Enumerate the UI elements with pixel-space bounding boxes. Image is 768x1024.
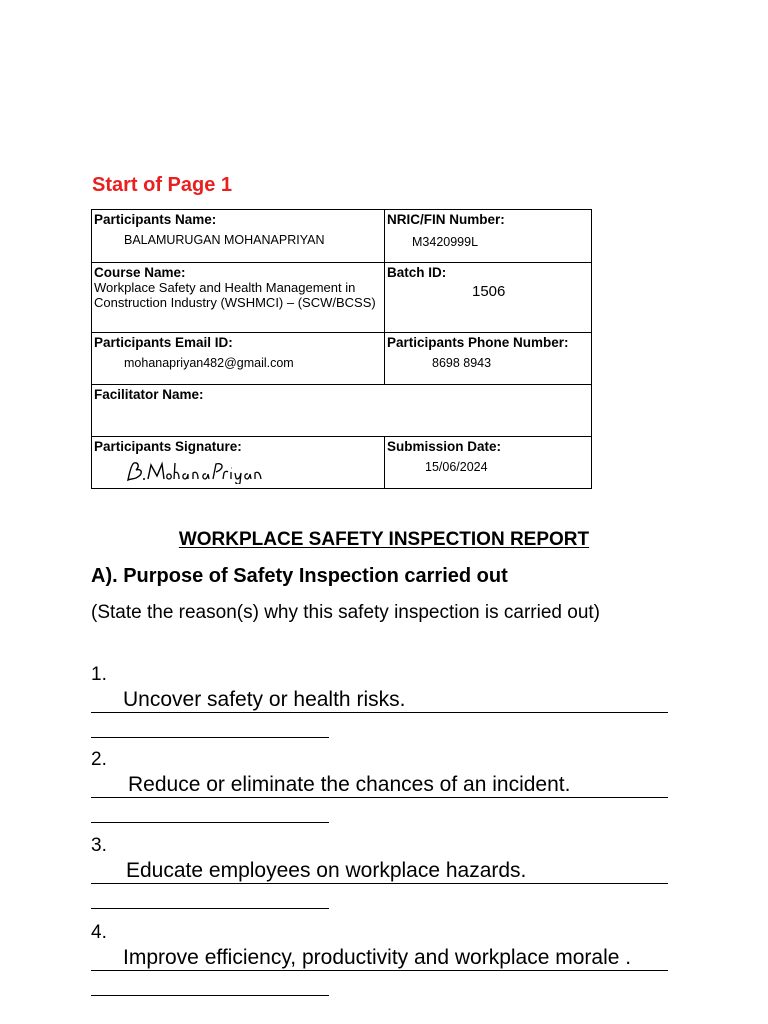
facilitator-cell	[92, 385, 592, 437]
item-number: 1.	[91, 664, 107, 685]
handwritten-signature	[124, 458, 274, 484]
answer-line	[91, 857, 668, 884]
item-number: 2.	[91, 749, 107, 770]
answer-text: Improve efficiency, productivity and workplace morale .	[123, 946, 632, 969]
nric-cell	[385, 210, 592, 263]
item-number: 3.	[91, 835, 107, 856]
email-label: Participants Email ID:	[94, 335, 233, 350]
submission-date-value: 15/06/2024	[425, 460, 488, 474]
batch-value: 1506	[472, 283, 506, 300]
section-a-heading: A). Purpose of Safety Inspection carried out	[91, 565, 508, 587]
facilitator-label: Facilitator Name:	[94, 387, 204, 402]
answer-text: Uncover safety or health risks.	[123, 688, 406, 711]
report-title: WORKPLACE SAFETY INSPECTION REPORT	[178, 529, 590, 550]
nric-label: NRIC/FIN Number:	[387, 212, 505, 227]
list-item	[91, 922, 731, 996]
answer-text: Reduce or eliminate the chances of an incident.	[128, 773, 571, 796]
phone-value: 8698 8943	[432, 356, 492, 370]
answer-continuation-line	[91, 713, 329, 738]
answer-line	[91, 944, 668, 971]
answer-text: Educate employees on workplace hazards.	[126, 859, 527, 882]
answer-line	[91, 771, 668, 798]
list-item	[91, 835, 731, 909]
participant-name-cell	[92, 210, 385, 263]
email-cell	[92, 333, 385, 385]
signature-cell	[92, 437, 385, 489]
answer-continuation-line	[91, 798, 329, 823]
participant-name-value: BALAMURUGAN MOHANAPRIYAN	[124, 233, 325, 247]
email-value: mohanapriyan482@gmail.com	[124, 356, 294, 370]
submission-label: Submission Date:	[387, 439, 502, 454]
signature-label: Participants Signature:	[94, 439, 242, 454]
course-label: Course Name:	[94, 265, 186, 280]
course-cell	[92, 263, 385, 333]
answer-continuation-line	[91, 971, 329, 996]
item-number: 4.	[91, 922, 107, 943]
list-item	[91, 749, 731, 823]
batch-label: Batch ID:	[387, 265, 447, 280]
section-a-instruction: (State the reason(s) why this safety inspection is carried out)	[91, 602, 601, 623]
start-of-page-label: Start of Page 1	[92, 174, 233, 196]
batch-cell	[385, 263, 592, 333]
phone-cell	[385, 333, 592, 385]
phone-label: Participants Phone Number:	[387, 335, 569, 350]
participant-info-table	[91, 209, 592, 489]
course-value: Workplace Safety and Health Management in Construction Industry (WSHMCI) – (SCW/BCSS)	[94, 280, 376, 310]
list-item	[91, 664, 731, 738]
participant-name-label: Participants Name:	[94, 212, 217, 227]
nric-value: M3420999L	[412, 235, 479, 249]
answer-continuation-line	[91, 884, 329, 909]
answer-line	[91, 686, 668, 713]
submission-cell	[385, 437, 592, 489]
